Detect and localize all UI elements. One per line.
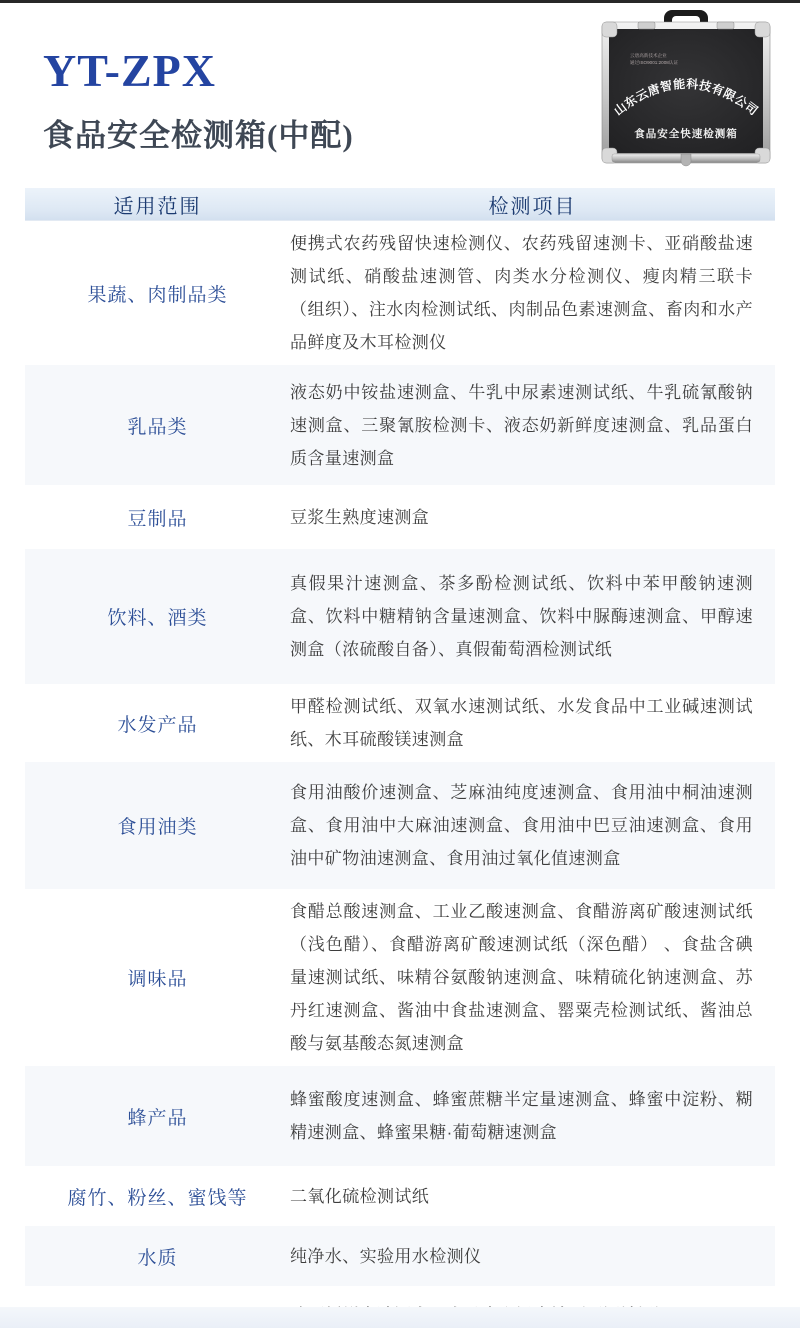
table-row	[25, 889, 775, 1066]
row-items: 纯净水、实验用水检测仪	[290, 1246, 482, 1266]
row-category: 蜂产品	[127, 1107, 188, 1129]
product-model: YT-ZPX	[43, 45, 216, 96]
case-latch-left	[638, 22, 655, 29]
corner-guard	[602, 22, 617, 37]
cert-text-line1: 云唐高新技术企业	[630, 53, 667, 58]
table-row	[25, 485, 775, 549]
table-row	[25, 1226, 775, 1286]
row-items: 豆浆生熟度速测盒	[290, 507, 430, 527]
row-items: 食用油酸价速测盒、芝麻油纯度速测盒、食用油中桐油速测盒、食用油中大麻油速测盒、食用油中巴豆油速测盒、食用油中矿物油速测盒、食用油过氧化值速测盒	[290, 783, 753, 868]
row-items: 二氧化硫检测试纸	[290, 1186, 430, 1206]
row-category: 饮料、酒类	[107, 608, 208, 629]
page-title: 食品安全检测箱(中配)	[43, 118, 354, 153]
corner-guard	[755, 22, 770, 37]
cert-text-line2: 通过ISO9001:2008认证	[630, 60, 679, 65]
row-category: 调味品	[127, 969, 188, 990]
row-category: 水发产品	[117, 714, 198, 736]
page-bottom-strip	[0, 1307, 800, 1328]
row-category: 腐竹、粉丝、蜜饯等	[67, 1187, 248, 1209]
row-category: 乳品类	[127, 416, 188, 438]
table-body	[25, 221, 775, 1328]
table-row	[25, 1066, 775, 1166]
table-row	[25, 762, 775, 889]
row-items: 便携式农药残留快速检测仪、农药残留速测卡、亚硝酸盐速测试纸、硝酸盐速测管、肉类水分检测仪、瘦肉精三联卡（组织）、注水肉检测试纸、肉制品色素速测盒、畜肉和水产品鲜度及木耳检测仪	[290, 234, 753, 352]
row-items: 液态奶中铵盐速测盒、牛乳中尿素速测试纸、牛乳硫氰酸钠速测盒、三聚氰胺检测卡、液态奶新鲜度速测盒、乳品蛋白质含量速测盒	[290, 382, 753, 468]
briefcase-image	[600, 8, 772, 170]
table-row	[25, 684, 775, 762]
table-row	[25, 365, 775, 485]
row-category: 食用油类	[117, 817, 198, 838]
column-header-items: 检测项目	[488, 195, 577, 218]
column-header-scope: 适用范围	[113, 195, 202, 218]
spec-table	[25, 188, 775, 1328]
table-row	[25, 1166, 775, 1226]
row-items: 蜂蜜酸度速测盒、蜂蜜蔗糖半定量速测盒、蜂蜜中淀粉、糊精速测盒、蜂蜜果糖·葡萄糖速测盒	[290, 1090, 753, 1142]
row-items: 真假果汁速测盒、茶多酚检测试纸、饮料中苯甲酸钠速测盒、饮料中糖精钠含量速测盒、饮料中脲酶速测盒、甲醇速测盒（浓硫酸自备）、真假葡萄酒检测试纸	[290, 574, 753, 659]
table-header-row	[25, 188, 775, 221]
table-row	[25, 221, 775, 365]
row-category: 果蔬、肉制品类	[87, 284, 228, 306]
row-category: 豆制品	[127, 508, 188, 530]
case-latch-right	[717, 22, 734, 29]
table-row	[25, 549, 775, 684]
case-company-arc-text: 山东云唐智能科技有限公司	[611, 76, 761, 119]
row-items: 食醋总酸速测盒、工业乙酸速测盒、食醋游离矿酸速测试纸（浅色醋）、食醋游离矿酸速测试纸（深色醋） 、食盐含碘量速测试纸、味精谷氨酸钠速测盒、味精硫化钠速测盒、苏丹红速测盒、酱油中食盐速测盒、罂粟壳检测试纸、酱油总酸与氨基酸态氮速测盒	[290, 902, 753, 1053]
row-items: 甲醛检测试纸、双氧水速测试纸、水发食品中工业碱速测试纸、木耳硫酸镁速测盒	[290, 697, 753, 749]
product-photo	[600, 8, 772, 170]
row-category: 水质	[137, 1247, 178, 1269]
case-label-text: 食品安全快速检测箱	[634, 129, 738, 140]
case-clasp	[681, 154, 691, 166]
page-header	[0, 0, 800, 188]
